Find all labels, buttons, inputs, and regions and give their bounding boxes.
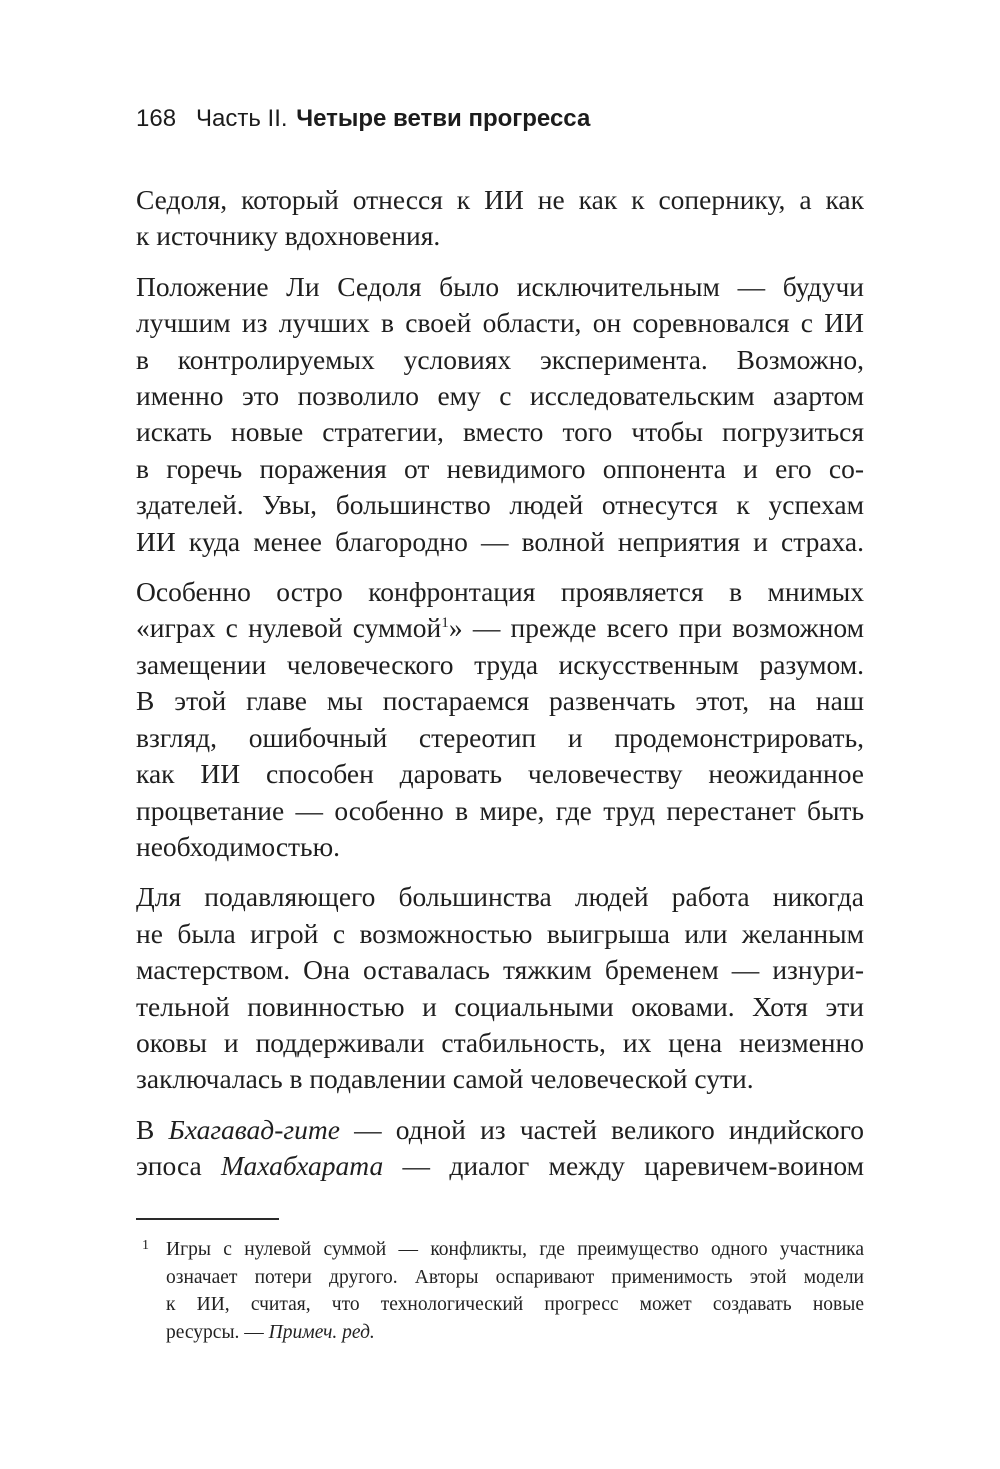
footnote-body bbox=[166, 1236, 864, 1346]
text-line: здателей. Увы, большинство людей отнесутся к успехам bbox=[136, 489, 864, 521]
text-line: не была игрой с возможностью выигрыша или желанным bbox=[136, 917, 864, 949]
paragraph-4 bbox=[136, 879, 864, 1097]
footnote-line: к ИИ, считая, что технологический прогресс может создавать новые bbox=[166, 1294, 864, 1315]
body-text bbox=[136, 182, 864, 1199]
text-line-with-footnote bbox=[136, 610, 864, 646]
text-line: В этой главе мы постараемся развенчать этот, на наш bbox=[136, 685, 864, 717]
text-line bbox=[136, 1112, 864, 1148]
text-line: мастерством. Она оставалась тяжким бременем — изнури- bbox=[136, 954, 864, 986]
text-line: заключалась в подавлении самой человеческой сути. bbox=[136, 1063, 754, 1095]
text-line: в контролируемых условиях эксперимента. Возможно, bbox=[136, 343, 864, 375]
text-fragment: — одной из частей великого индийского bbox=[339, 1113, 864, 1145]
work-title: Махабхарата bbox=[221, 1150, 384, 1182]
running-head bbox=[136, 104, 590, 134]
footnote-line: означает потери другого. Авторы оспаривают применимость этой модели bbox=[166, 1266, 864, 1288]
editor-note: Примеч. ред. bbox=[268, 1321, 375, 1343]
page-number: 168 bbox=[136, 105, 177, 132]
text-line: Особенно остро конфронтация проявляется в мнимых bbox=[136, 576, 864, 608]
text-line: лучшим из лучших в своей области, он соревновался с ИИ bbox=[136, 307, 864, 339]
text-line: ИИ куда менее благородно — волной неприятия и страха. bbox=[136, 525, 864, 557]
text-line: в горечь поражения от невидимого оппонента и его со- bbox=[136, 452, 864, 484]
text-fragment: — диалог между царевичем-воином bbox=[383, 1150, 864, 1182]
text-line: замещении человеческого труда искусственным разумом. bbox=[136, 648, 864, 680]
text-line: оковы и поддерживали стабильность, их цена неизменно bbox=[136, 1026, 864, 1058]
footnote-line: Игры с нулевой суммой — конфликты, где преимущество одного участника bbox=[166, 1239, 864, 1260]
text-fragment: ресурсы. — bbox=[166, 1321, 269, 1343]
paragraph-2 bbox=[136, 269, 864, 560]
footnote-line bbox=[166, 1319, 864, 1347]
text-line: процветание — особенно в мире, где труд перестанет быть bbox=[136, 794, 864, 826]
text-line bbox=[136, 1148, 864, 1184]
text-line: к источнику вдохновения. bbox=[136, 220, 441, 252]
text-line: Для подавляющего большинства людей работа никогда bbox=[136, 881, 864, 913]
paragraph-5 bbox=[136, 1112, 864, 1185]
text-line: взгляд, ошибочный стереотип и продемонстрировать, bbox=[136, 721, 864, 753]
chapter-title: Четыре ветви прогресса bbox=[296, 105, 591, 132]
work-title: Бхагавад-гите bbox=[168, 1113, 340, 1145]
footnote-divider bbox=[136, 1218, 279, 1220]
footnote bbox=[136, 1236, 864, 1346]
text-fragment: «играх с нулевой суммой bbox=[136, 612, 442, 644]
text-line: искать новые стратегии, вместо того чтобы погрузиться bbox=[136, 416, 864, 448]
text-fragment: В bbox=[136, 1113, 169, 1145]
paragraph-1 bbox=[136, 182, 864, 255]
footnote-reference[interactable]: 1 bbox=[441, 615, 449, 632]
text-fragment: эпоса bbox=[136, 1150, 222, 1182]
text-line: тельной повинностью и социальными оковами. Хотя эти bbox=[136, 990, 864, 1022]
part-label: Часть II. bbox=[196, 105, 288, 132]
text-line: Положение Ли Седоля было исключительным — будучи bbox=[136, 270, 864, 302]
footnote-marker: 1 bbox=[142, 1238, 149, 1253]
text-line: как ИИ способен даровать человечеству неожиданное bbox=[136, 758, 864, 790]
text-fragment: » — прежде всего при возможном bbox=[448, 612, 864, 644]
text-line: Седоля, который отнесся к ИИ не как к сопернику, а как bbox=[136, 184, 864, 215]
text-line: именно это позволило ему с исследовательским азартом bbox=[136, 380, 864, 412]
text-line: необходимостью. bbox=[136, 830, 341, 862]
paragraph-3 bbox=[136, 574, 864, 865]
